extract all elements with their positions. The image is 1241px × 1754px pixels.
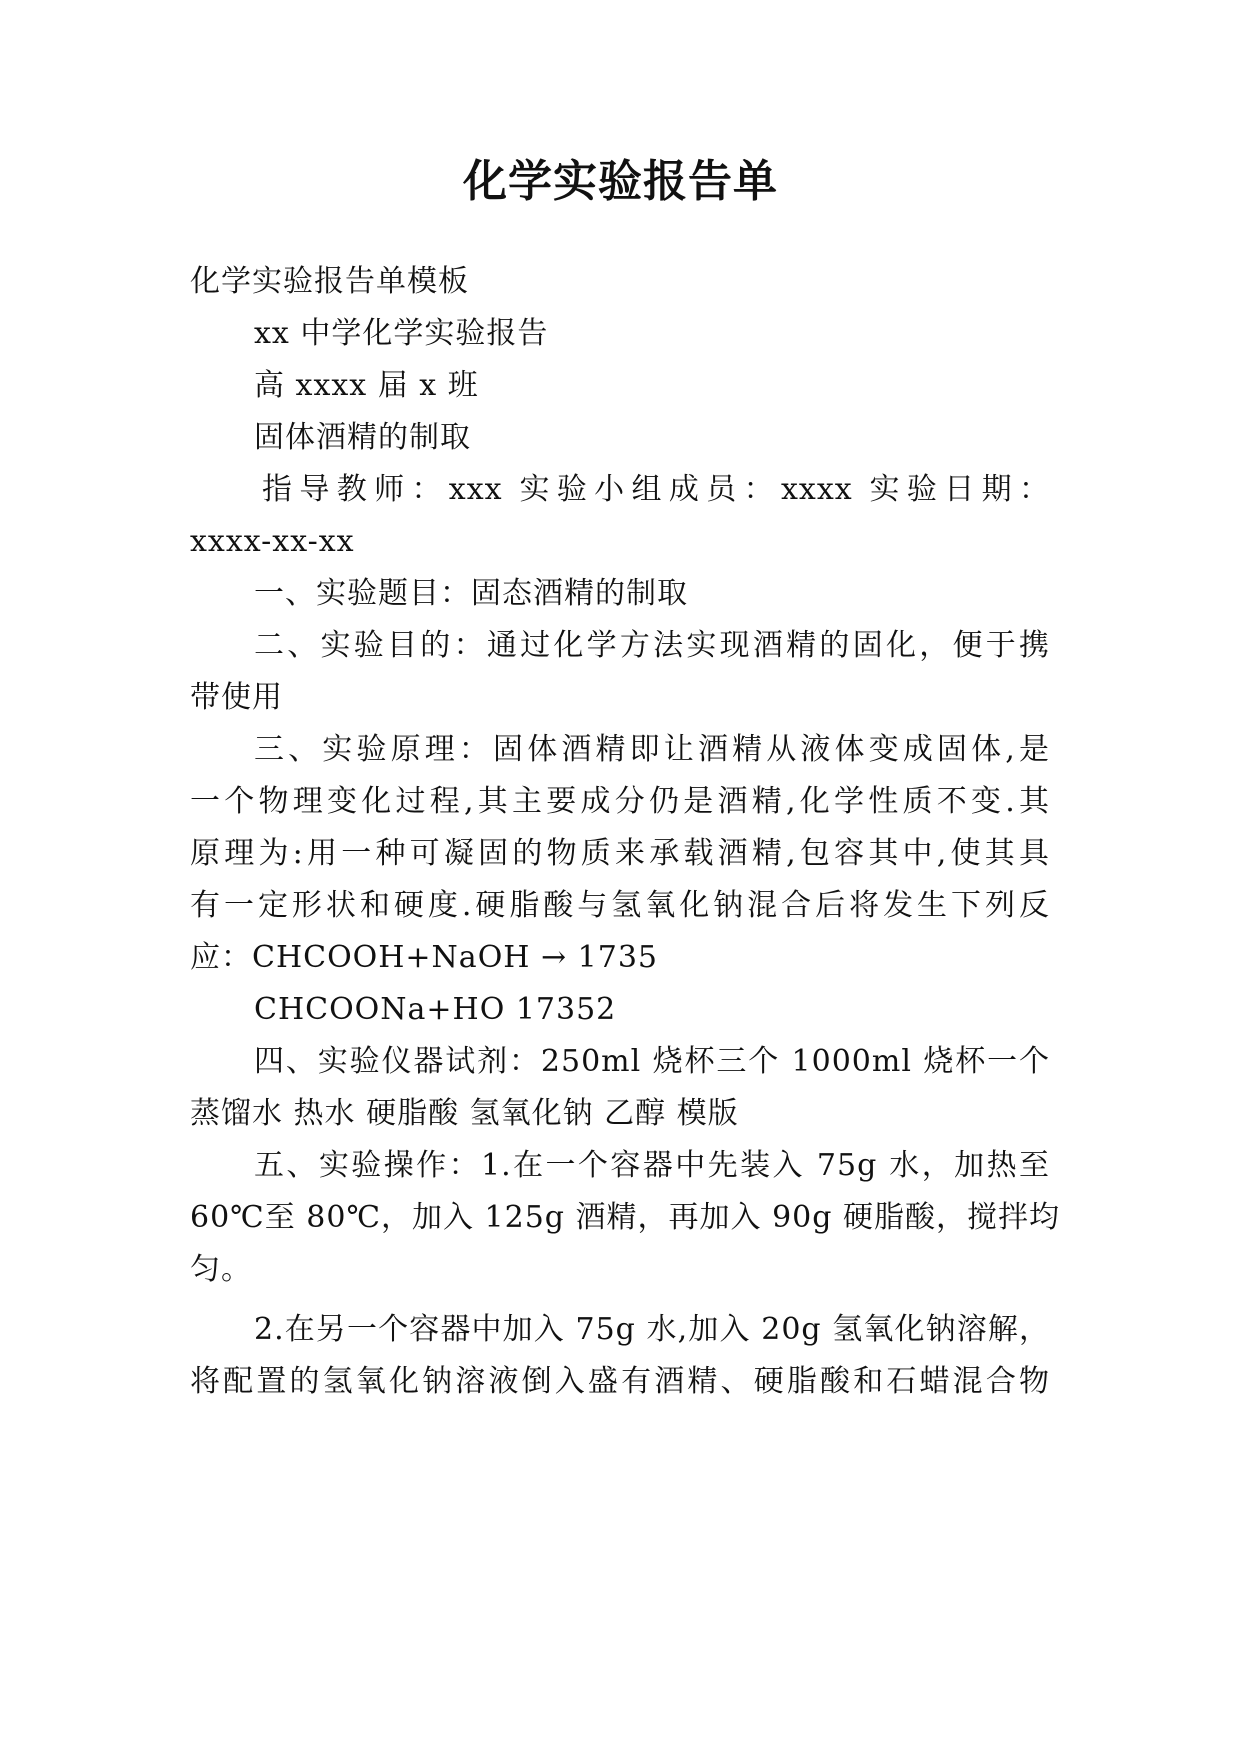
step-2-line: 2.在另一个容器中加入 75g 水,加入 20g 氢氧化钠溶解， bbox=[254, 1312, 1050, 1347]
subtitle-line: 化学实验报告单模板 bbox=[190, 264, 469, 299]
section-3-continued-2: 原理为:用一种可凝固的物质来承载酒精,包容其中,使其具 bbox=[190, 836, 1050, 871]
topic-line: 固体酒精的制取 bbox=[254, 420, 471, 455]
section-3-continued-1: 一个物理变化过程,其主要成分仍是酒精,化学性质不变.其 bbox=[190, 784, 1050, 819]
section-2-continued: 带使用 bbox=[190, 680, 283, 715]
step-2-continued: 将配置的氢氧化钠溶液倒入盛有酒精、硬脂酸和石蜡混合物 bbox=[190, 1364, 1050, 1399]
section-2-line: 二、实验目的：通过化学方法实现酒精的固化，便于携 bbox=[254, 628, 1050, 663]
school-report-line: xx 中学化学实验报告 bbox=[254, 316, 549, 351]
section-4-continued: 蒸馏水 热水 硬脂酸 氢氧化钠 乙醇 模版 bbox=[190, 1096, 739, 1131]
section-5-line: 五、实验操作：1.在一个容器中先装入 75g 水，加热至 bbox=[254, 1148, 1050, 1183]
section-3-line: 三、实验原理：固体酒精即让酒精从液体变成固体,是 bbox=[254, 732, 1050, 767]
section-1-line: 一、实验题目：固态酒精的制取 bbox=[254, 576, 688, 611]
document-title: 化学实验报告单 bbox=[463, 156, 778, 207]
reaction-line-1: 应：CHCOOH+NaOH → 1735 bbox=[190, 940, 659, 975]
section-5-continued-2: 匀。 bbox=[190, 1252, 252, 1287]
class-line: 高 xxxx 届 x 班 bbox=[254, 368, 479, 403]
section-4-line: 四、实验仪器试剂：250ml 烧杯三个 1000ml 烧杯一个 bbox=[254, 1044, 1050, 1079]
section-5-continued-1: 60℃至 80℃，加入 125g 酒精，再加入 90g 硬脂酸，搅拌均 bbox=[190, 1200, 1060, 1235]
reaction-line-2: CHCOONa+HO 17352 bbox=[254, 992, 617, 1027]
section-3-continued-3: 有一定形状和硬度.硬脂酸与氢氧化钠混合后将发生下列反 bbox=[190, 888, 1050, 923]
date-line: xxxx-xx-xx bbox=[190, 524, 355, 559]
teacher-line: 指导教师：xxx 实验小组成员：xxxx 实验日期： bbox=[262, 472, 1050, 507]
